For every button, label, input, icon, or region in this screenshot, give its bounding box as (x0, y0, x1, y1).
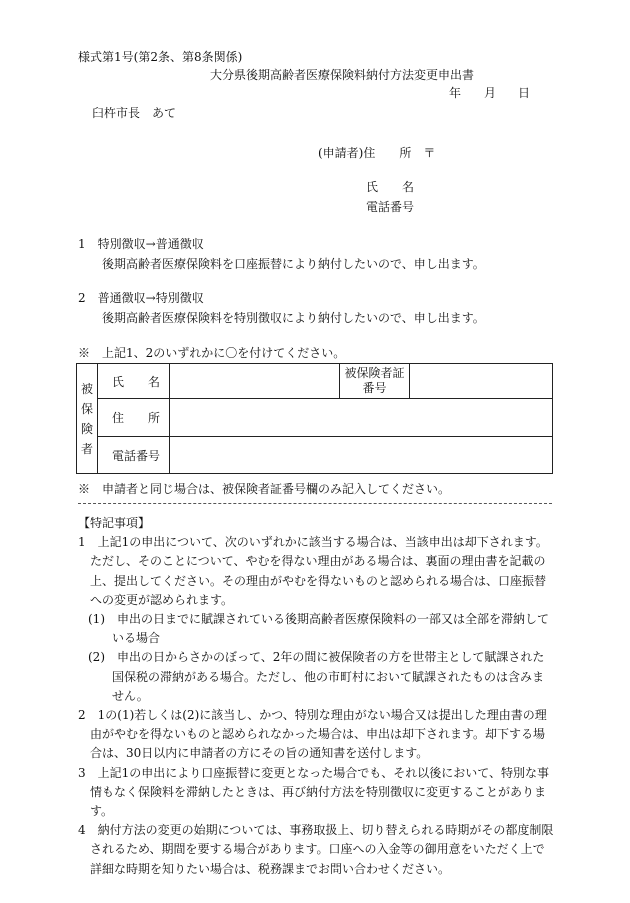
applicant-phone-label: 電話番号 (366, 200, 415, 214)
special-notes-heading: 【特記事項】 (78, 516, 151, 530)
option-1-heading: 1 特別徴収→普通徴収 (78, 237, 204, 251)
insured-name-field[interactable] (170, 364, 340, 399)
insured-phone-label: 電話番号 (98, 437, 170, 474)
option-1-body: 後期高齢者医療保険料を口座振替により納付したいので、申し出ます。 (102, 257, 485, 271)
special-note-3: 3 上記1の申出により口座振替に変更となった場合でも、それ以後において、特別な事情もなく保険料を滞納したときは、再び納付方法を特別徴収に変更することがあります。 (78, 765, 550, 819)
insured-address-label: 住 所 (98, 399, 170, 437)
insured-name-label: 氏 名 (98, 364, 170, 399)
dashed-separator (78, 503, 552, 504)
special-note-1-2: (2) 申出の日からさかのぼって、2年の間に被保険者の方を世帯主として賦課された国保税の滞納がある場合。ただし、他の市町村において賦課されたものは含みません。 (88, 650, 545, 703)
special-notes (78, 514, 554, 879)
date-year: 年 (449, 86, 462, 100)
document-title: 大分県後期高齢者医療保険料納付方法変更申出書 (210, 68, 475, 82)
date-month: 月 (484, 86, 497, 100)
option-2-body: 後期高齢者医療保険料を特別徴収により納付したいので、申し出ます。 (102, 311, 485, 325)
insured-cert-number-label: 被保険者証 番号 (340, 364, 410, 399)
insured-side-label: 被 保 険 者 (77, 364, 98, 474)
table-note: ※ 申請者と同じ場合は、被保険者証番号欄のみ記入してください。 (78, 482, 451, 496)
addressee: 臼杵市長 あて (92, 106, 177, 120)
applicant-name-label: 氏 名 (366, 180, 415, 194)
special-note-2: 2 1の(1)若しくは(2)に該当し、かつ、特別な理由がない場合又は提出した理由書の理由がやむを得ないものと認められなかった場合は、申出は却下されます。却下する場合は、30日以内に申請者の方にその旨の通知書を送付します。 (78, 708, 547, 761)
insured-cert-number-field[interactable] (410, 364, 553, 399)
special-note-1: 1 上記1の申出について、次のいずれかに該当する場合は、当該申出は却下されます。ただし、そのことについて、やむを得ない理由がある場合は、裏面の理由書を記載の上、提出してください。その理由がやむを得ないものと認められる場合は、口座振替への変更が認められます。 (78, 535, 548, 607)
insured-person-table (76, 363, 553, 474)
option-2-heading: 2 普通徴収→特別徴収 (78, 291, 204, 305)
special-note-1-1: (1) 申出の日までに賦課されている後期高齢者医療保険料の一部又は全部を滞納している場合 (88, 612, 550, 646)
applicant-address-label: (申請者)住 所 〒 (318, 146, 436, 160)
insured-address-field[interactable] (170, 399, 553, 437)
option-note: ※ 上記1、2のいずれかに〇を付けてください。 (78, 346, 346, 360)
special-note-4: 4 納付方法の変更の始期については、事務取扱上、切り替えられる時期がその都度制限されるため、期間を要する場合があります。口座への入金等の御用意をいただく上で詳細な時期を知りたい場合は、税務課までお問い合わせください。 (78, 823, 554, 876)
date-day: 日 (518, 86, 531, 100)
form-number: 様式第1号(第2条、第8条関係) (78, 50, 243, 64)
insured-phone-field[interactable] (170, 437, 553, 474)
